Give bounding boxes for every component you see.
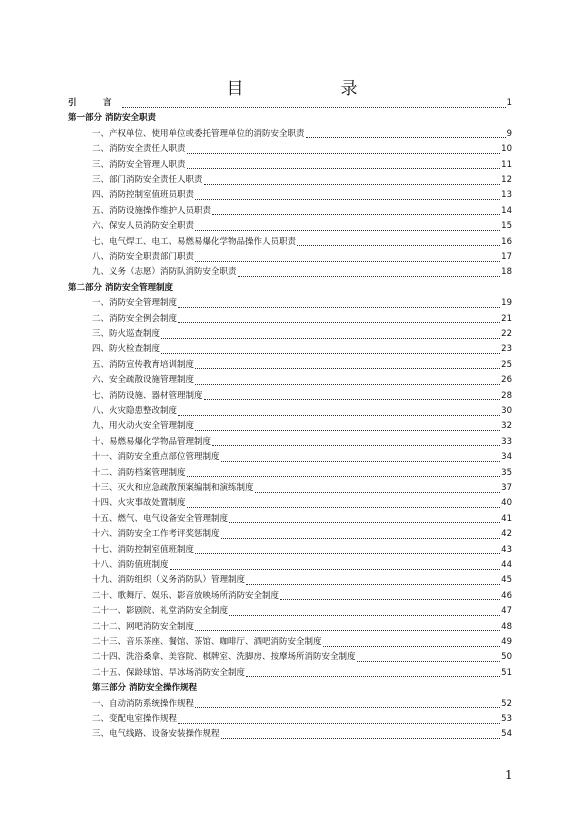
toc-entry-label: 十三、灭火和应急疏散预案编制和演练制度 [92, 483, 254, 493]
toc-entry[interactable] [92, 329, 512, 340]
dot-leader [187, 469, 501, 477]
toc-entry-page: 40 [501, 498, 512, 509]
dot-leader [195, 192, 500, 200]
toc-entry[interactable] [92, 498, 512, 509]
toc-entry-label: 三、消防安全管理人职责 [92, 159, 186, 170]
toc-entry[interactable] [92, 452, 512, 463]
toc-entry[interactable] [92, 668, 512, 679]
dot-leader [195, 546, 500, 554]
dot-leader [161, 331, 500, 339]
toc-entry[interactable] [92, 160, 512, 171]
dot-leader [204, 392, 501, 400]
toc-entry-page: 12 [501, 175, 512, 185]
toc-entry-page: 9 [506, 128, 512, 139]
dot-leader [195, 700, 500, 708]
toc-entry-label: 十二、消防档案管理制度 [92, 467, 186, 478]
toc-entry-label: 二十、歌舞厅、娱乐、影音放映场所消防安全制度 [92, 590, 280, 601]
toc-entry[interactable] [92, 437, 512, 448]
toc-entry-label: 六、保安人员消防安全职责 [92, 221, 195, 232]
dot-leader [122, 100, 506, 108]
dot-leader [187, 500, 501, 508]
toc-entry-page: 43 [501, 544, 512, 555]
toc-entry[interactable] [92, 545, 512, 556]
toc-part-heading[interactable]: 第一部分 消防安全职责 [68, 113, 156, 124]
toc-entry-label: 五、消防宣传教育培训制度 [92, 359, 195, 370]
dot-leader [178, 315, 500, 323]
toc-entry-page: 42 [501, 529, 512, 540]
toc-entry-label: 十八、消防值班制度 [92, 560, 169, 570]
toc-entry-label: 四、防火检查制度 [92, 344, 161, 355]
dot-leader [204, 177, 501, 185]
toc-entry-page: 13 [501, 190, 512, 201]
toc-entry-page: 34 [501, 452, 512, 463]
toc-entry-page: 54 [501, 729, 512, 740]
toc-entry-label: 二十二、网吧消防安全制度 [92, 621, 195, 632]
toc-entry[interactable] [92, 391, 512, 402]
dot-leader [306, 130, 506, 138]
toc-entry[interactable] [92, 560, 512, 571]
toc-entry-label: 十九、消防组织（义务消防队）管理制度 [92, 575, 246, 586]
dot-leader [195, 623, 500, 631]
dot-leader [255, 485, 501, 493]
toc-entry[interactable] [92, 129, 512, 140]
toc-entry-label: 引 言 [68, 98, 121, 108]
toc-entry-page: 28 [501, 390, 512, 401]
dot-leader [229, 608, 500, 616]
dot-leader [323, 639, 501, 647]
toc-entry-page: 33 [501, 436, 512, 447]
toc-entry-label: 十五、燃气、电气设备安全管理制度 [92, 513, 229, 524]
toc-entry[interactable] [92, 575, 512, 586]
dot-leader [195, 361, 500, 369]
toc-entry-page: 47 [501, 606, 512, 617]
toc-part-heading[interactable]: 第二部分 消防安全管理制度 [68, 282, 173, 293]
toc-entry-label: 一、消防安全管理制度 [92, 298, 178, 309]
toc-entry-page: 11 [501, 159, 512, 170]
toc-entry-label: 一、自动消防系统操作规程 [92, 698, 195, 709]
toc-entry[interactable] [92, 360, 512, 371]
toc-entry-page: 51 [501, 667, 512, 678]
dot-leader [187, 146, 501, 154]
toc-title: 目 录 [226, 79, 398, 99]
toc-entry-label: 二十四、洗浴桑拿、美容院、棋牌室、洗脚房、按摩场所消防安全制度 [92, 652, 356, 663]
toc-entry[interactable] [92, 252, 512, 263]
toc-entry[interactable] [92, 298, 512, 309]
dot-leader [221, 731, 501, 739]
toc-entry-page: 30 [501, 406, 512, 416]
toc-entry-page: 48 [501, 621, 512, 632]
toc-entry-label: 二十五、保龄球馆、旱冰场消防安全制度 [92, 667, 246, 678]
toc-entry-label: 三、部门消防安全责任人职责 [92, 175, 203, 185]
toc-entry-label: 十一、消防安全重点部位管理制度 [92, 452, 220, 463]
toc-entry-label: 三、防火巡查制度 [92, 329, 161, 339]
dot-leader [170, 562, 501, 570]
dot-leader [178, 716, 500, 724]
dot-leader [195, 254, 500, 262]
dot-leader [221, 454, 501, 462]
toc-entry-page: 45 [501, 575, 512, 586]
toc-entry[interactable] [92, 421, 512, 432]
toc-entry[interactable] [92, 267, 512, 278]
toc-entry-page: 53 [501, 714, 512, 724]
toc-entry[interactable] [92, 375, 512, 386]
toc-entry-label: 二、消防安全例会制度 [92, 313, 178, 324]
toc-entry-label: 五、消防设施操作维护人员职责 [92, 205, 212, 216]
toc-entry-page: 37 [501, 483, 512, 493]
toc-entry[interactable] [92, 221, 512, 232]
toc-entry[interactable] [92, 206, 512, 217]
toc-entry-label: 十六、消防安全工作考评奖惩制度 [92, 529, 220, 540]
toc-entry-label: 八、消防安全职责部门职责 [92, 252, 195, 262]
toc-entry-label: 十七、消防控制室值班制度 [92, 544, 195, 555]
toc-entry-page: 32 [501, 421, 512, 432]
dot-leader [195, 423, 500, 431]
toc-entry[interactable] [92, 606, 512, 617]
dot-leader [195, 377, 500, 385]
dot-leader [246, 669, 500, 677]
toc-entry-page: 22 [501, 329, 512, 339]
toc-entry[interactable] [92, 729, 512, 740]
toc-entry-label: 三、电气线路、设备安装操作规程 [92, 729, 220, 740]
toc-entry[interactable] [92, 637, 512, 648]
toc-entry-label: 四、消防控制室值班员职责 [92, 190, 195, 201]
dot-leader [280, 592, 500, 600]
dot-leader [229, 515, 500, 523]
dot-leader [161, 346, 500, 354]
toc-entry[interactable] [92, 652, 512, 663]
toc-entry-page: 21 [501, 313, 512, 324]
toc-entry-page: 1 [506, 98, 512, 108]
toc-entry[interactable] [92, 468, 512, 479]
toc-entry-label: 二、消防安全责任人职责 [92, 144, 186, 155]
toc-entry[interactable] [92, 344, 512, 355]
toc-entry-label: 七、消防设施、器材管理制度 [92, 390, 203, 401]
toc-entry-label: 二、变配电室操作规程 [92, 714, 178, 724]
toc-entry-intro[interactable] [68, 98, 512, 109]
toc-entry-label: 二十三、音乐茶座、餐馆、茶馆、咖啡厅、酒吧消防安全制度 [92, 637, 322, 647]
toc-entry-page: 44 [501, 560, 512, 570]
dot-leader [212, 438, 500, 446]
toc-entry-label: 九、义务（志愿）消防队消防安全职责 [92, 267, 237, 278]
toc-entry-label: 一、产权单位、使用单位或委托管理单位的消防安全职责 [92, 128, 305, 139]
toc-entry-page: 25 [501, 359, 512, 370]
dot-leader [178, 300, 500, 308]
dot-leader [238, 269, 501, 277]
toc-entry[interactable] [92, 714, 512, 725]
toc-entry-page: 41 [501, 513, 512, 524]
dot-leader [357, 654, 501, 662]
toc-entry-page: 10 [501, 144, 512, 155]
toc-entry-page: 26 [501, 375, 512, 386]
toc-entry-page: 19 [501, 298, 512, 309]
toc-entry-page: 46 [501, 590, 512, 601]
toc-entry[interactable] [92, 237, 512, 248]
toc-entry[interactable] [92, 175, 512, 186]
toc-entry-page: 50 [501, 652, 512, 663]
dot-leader [212, 207, 500, 215]
dot-leader [221, 531, 501, 539]
toc-entry-page: 16 [501, 236, 512, 247]
toc-entry[interactable] [92, 406, 512, 417]
toc-entry[interactable] [92, 514, 512, 525]
dot-leader [246, 577, 500, 585]
toc-entry-label: 九、用火动火安全管理制度 [92, 421, 195, 432]
toc-entry-page: 14 [501, 205, 512, 216]
toc-entry[interactable] [92, 144, 512, 155]
dot-leader [187, 161, 501, 169]
dot-leader [195, 223, 500, 231]
toc-entry-label: 六、安全疏散设施管理制度 [92, 375, 195, 386]
toc-entry[interactable] [92, 314, 512, 325]
toc-entry-page: 35 [501, 467, 512, 478]
dot-leader [297, 238, 500, 246]
toc-entry-label: 二十一、影剧院、礼堂消防安全制度 [92, 606, 229, 617]
toc-entry[interactable] [92, 529, 512, 540]
toc-entry[interactable] [92, 699, 512, 710]
toc-entry[interactable] [92, 591, 512, 602]
toc-entry-label: 八、火灾隐患整改制度 [92, 406, 178, 416]
toc-entry-page: 52 [501, 698, 512, 709]
page-number: 1 [505, 768, 513, 782]
toc-entry-page: 18 [501, 267, 512, 278]
toc-entry[interactable] [92, 483, 512, 494]
toc-entry-page: 23 [501, 344, 512, 355]
toc-entry-label: 十、易燃易爆化学物品管理制度 [92, 436, 212, 447]
toc-entry[interactable] [92, 622, 512, 633]
toc-entry-page: 49 [501, 637, 512, 647]
toc-part-heading[interactable]: 第三部分 消防安全操作规程 [92, 683, 197, 694]
toc-entry[interactable] [92, 190, 512, 201]
toc-entry-label: 七、电气焊工、电工、易燃易爆化学物品操作人员职责 [92, 236, 297, 247]
dot-leader [178, 408, 500, 416]
toc-entry-page: 17 [501, 252, 512, 262]
toc-entry-page: 15 [501, 221, 512, 232]
toc-entry-label: 十四、火灾事故处置制度 [92, 498, 186, 509]
